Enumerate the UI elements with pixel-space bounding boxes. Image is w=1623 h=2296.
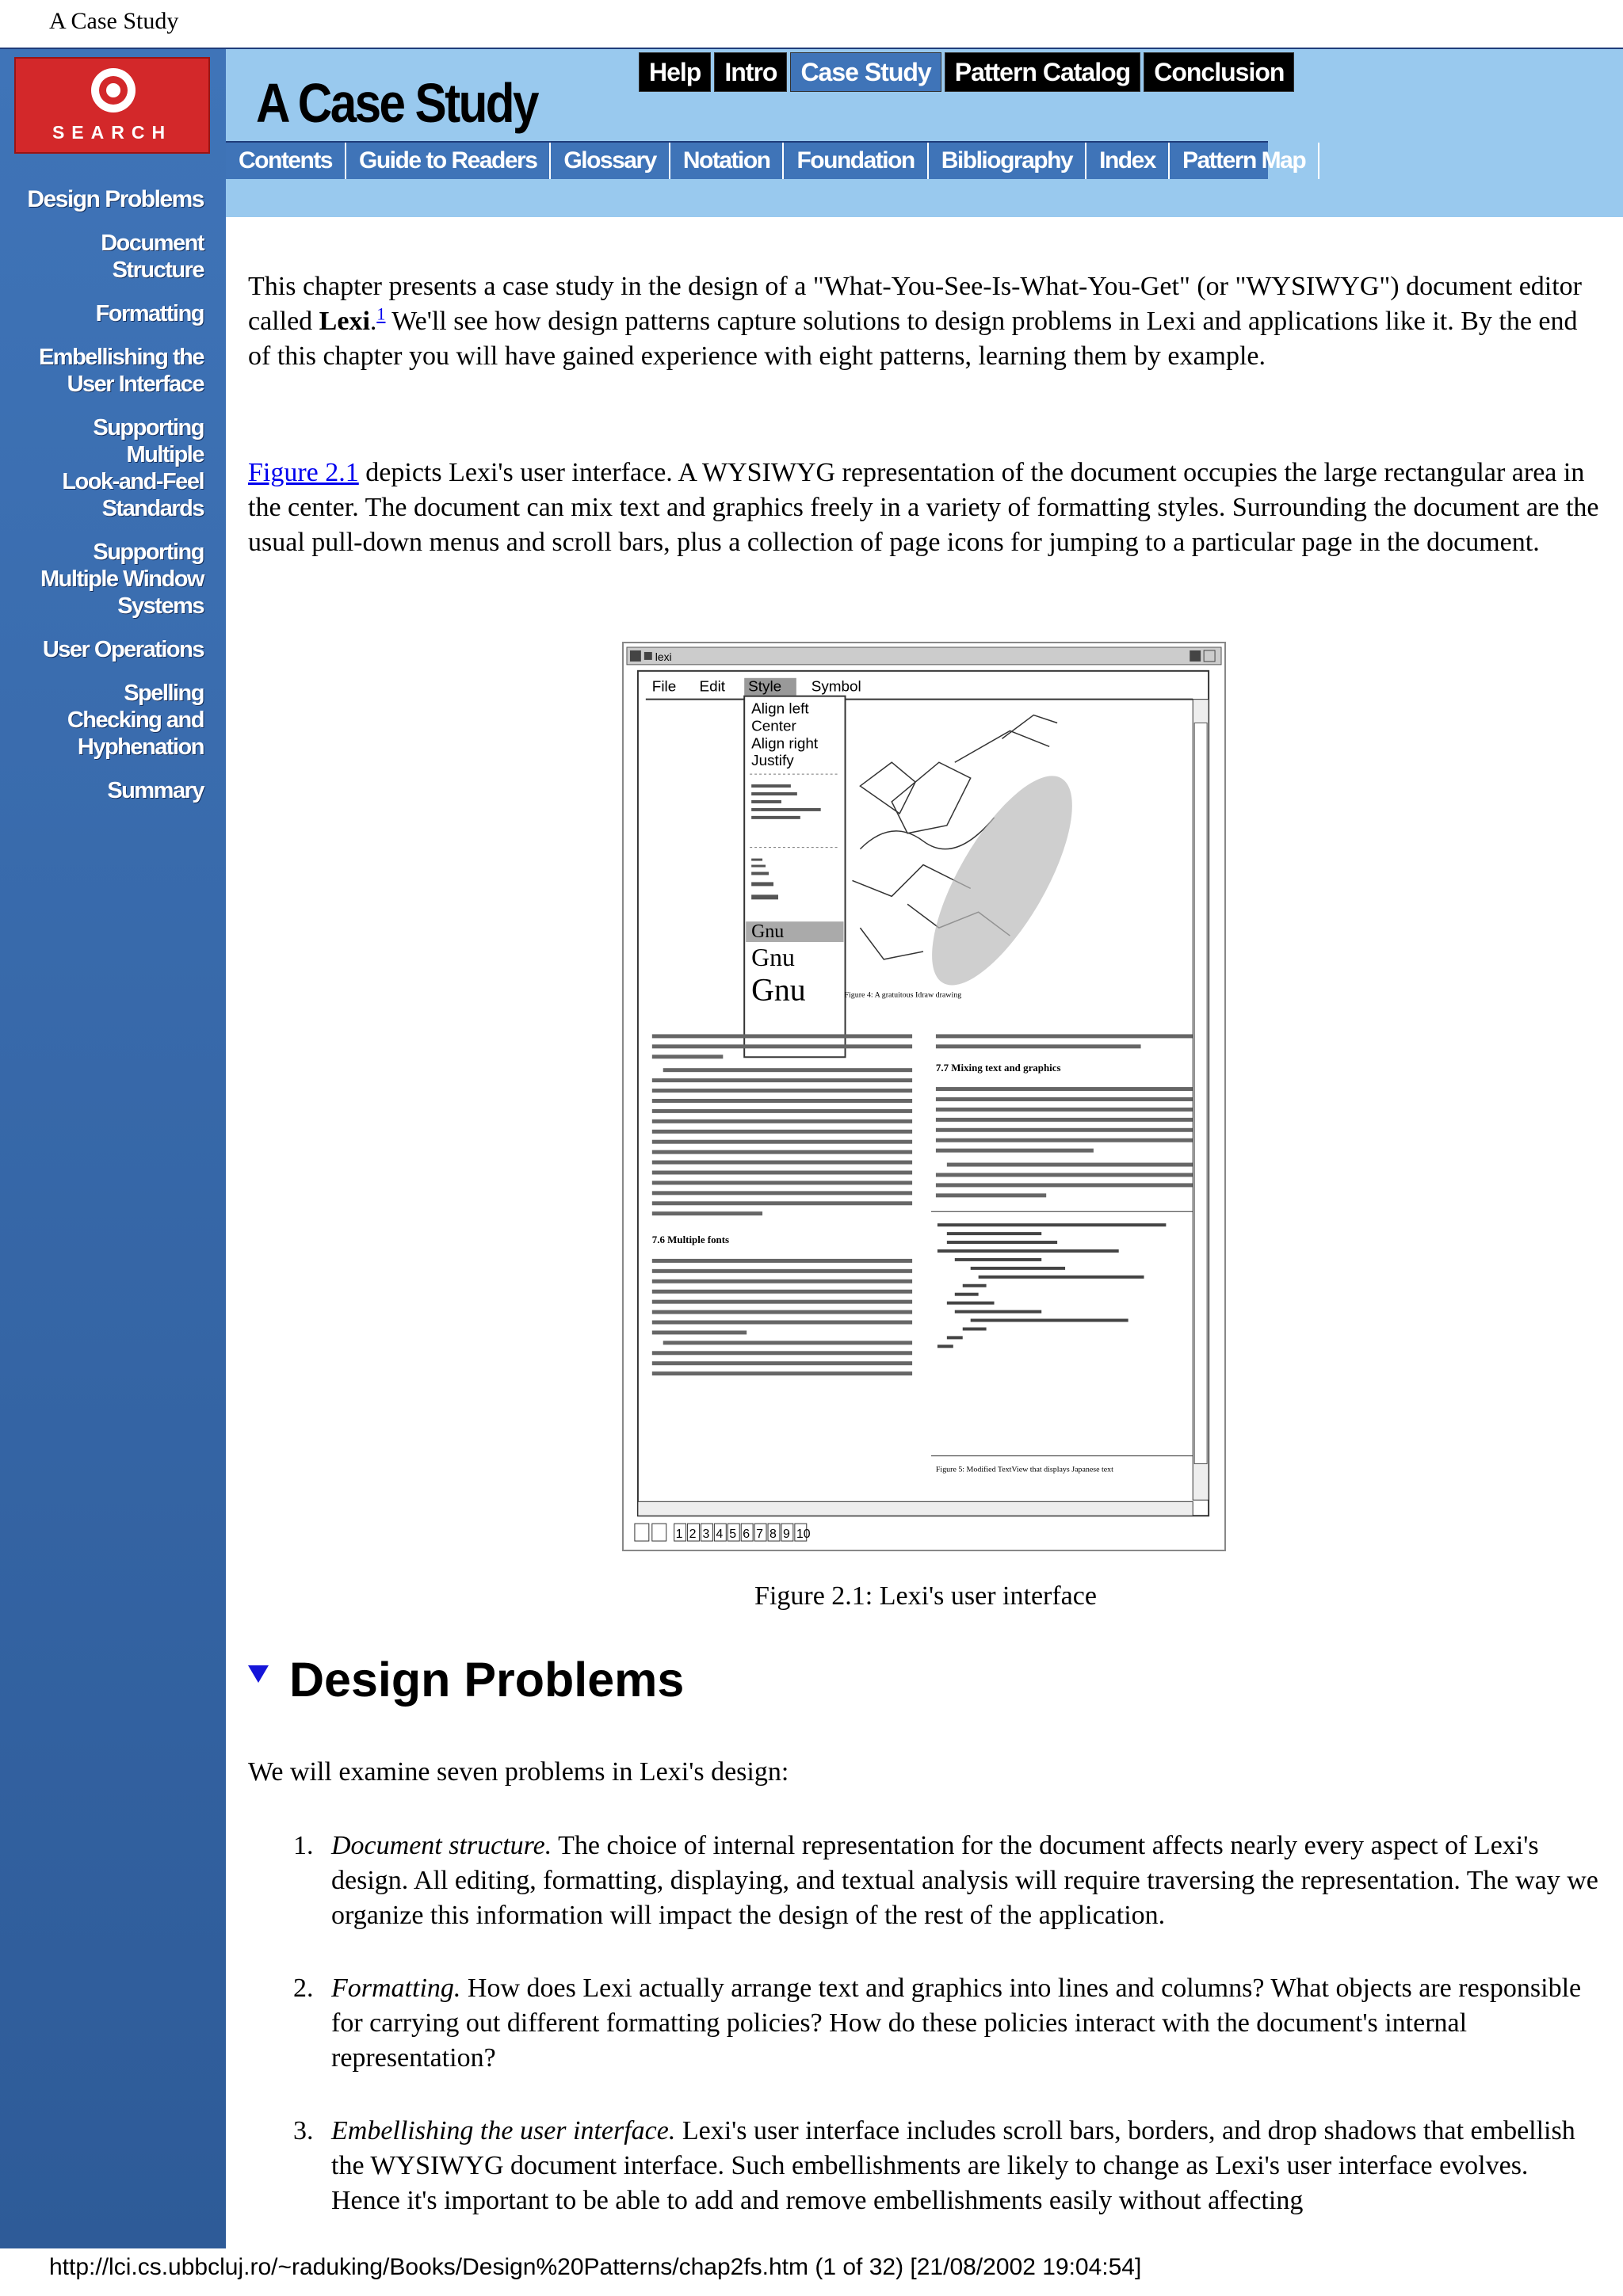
add-page-icon[interactable] — [652, 1524, 666, 1541]
font-size-item-large[interactable]: Gnu — [751, 972, 806, 1008]
problem-list — [248, 1829, 1603, 2256]
page-number-label: 9 — [782, 1527, 790, 1542]
top-tab[interactable]: Intro — [714, 52, 787, 92]
justify-item[interactable]: Justify — [751, 753, 794, 770]
page-number-label: 2 — [689, 1527, 697, 1542]
sidebar-item-label: Supporting — [93, 415, 204, 441]
menu-symbol[interactable]: Symbol — [811, 678, 861, 696]
print-header: A Case Study — [49, 8, 179, 34]
section-7-6-heading: 7.6 Multiple fonts — [651, 1234, 730, 1246]
search-label: SEARCH — [52, 122, 173, 143]
sidebar-item-label: Embellishing the — [38, 345, 204, 370]
sidebar-item-label: Formatting — [95, 301, 204, 326]
page-number-label: 8 — [769, 1527, 777, 1542]
sidebar-item-label: Design Problems — [27, 186, 204, 212]
sidebar-item[interactable] — [0, 186, 204, 213]
sidebar-item[interactable] — [0, 230, 204, 284]
banner — [226, 49, 1623, 217]
page-number-label: 7 — [756, 1527, 763, 1542]
print-footer: http://lci.cs.ubbcluj.ro/~raduking/Books/Design%20Patterns/chap2fs.htm (1 of 32) [21/08/2002 19:04:54] — [49, 2254, 1142, 2280]
nav-tab[interactable]: Pattern Map — [1170, 143, 1319, 179]
scroll-thumb[interactable] — [1194, 723, 1207, 1463]
sidebar-item[interactable] — [0, 539, 204, 620]
section-7-7-heading: 7.7 Mixing text and graphics — [935, 1062, 1061, 1074]
center-item[interactable]: Center — [751, 718, 796, 735]
page-number-icon[interactable] — [741, 1524, 753, 1541]
list-item — [248, 1971, 1603, 2076]
nav-tab[interactable]: Index — [1086, 143, 1170, 179]
sidebar-item[interactable] — [0, 344, 204, 398]
menu-edit[interactable]: Edit — [699, 678, 726, 696]
page-number-icon[interactable] — [674, 1524, 686, 1541]
problem-description: Lexi's user interface includes scroll bars, borders, and drop shadows that embellish the WYSIWYG document interface. Such embellishments are likely to change as Lexi's user interface evolves. Hence it's important to be able to add and remove embellishments easily without affecting — [331, 2116, 1575, 2215]
collapse-triangle-icon[interactable] — [248, 1665, 269, 1683]
top-tab[interactable]: Case Study — [790, 52, 941, 92]
sidebar-item-label: Multiple Window — [40, 566, 204, 592]
page-number-label: 3 — [702, 1527, 710, 1542]
list-item-number: 1. — [293, 1831, 314, 1860]
page-number-icon[interactable] — [701, 1524, 712, 1541]
intro-text-2: depicts Lexi's user interface. A WYSIWYG representation of the document occupies the large rectangular area in the center. The document can mix text and graphics freely in a variety of formatting styles. Surrounding the document are the usual pull-down menus and scroll bars, plus a collection of page icons for jumping to a particular page in the document. — [248, 458, 1599, 557]
target-icon — [90, 67, 137, 114]
problem-description: The choice of internal representation for the document affects nearly every aspect of Lexi's design. All editing, formatting, displaying, and textual analysis will require traversing the representation. The way we organize this information will impact the design of the rest of the application. — [331, 1831, 1598, 1930]
nav-tab[interactable]: Foundation — [784, 143, 928, 179]
prev-page-icon[interactable] — [635, 1524, 649, 1541]
list-item-number: 2. — [293, 1974, 314, 2003]
sidebar-item-label: Supporting — [93, 540, 204, 565]
align-left-item[interactable]: Align left — [751, 700, 809, 718]
page-number-label: 5 — [729, 1527, 737, 1542]
sidebar-item[interactable] — [0, 680, 204, 761]
menu-style[interactable]: Style — [748, 678, 782, 696]
sidebar-item[interactable] — [0, 777, 204, 804]
nav-tab[interactable]: Guide to Readers — [346, 143, 551, 179]
problems-intro: We will examine seven problems in Lexi's design: — [248, 1757, 789, 1787]
sidebar-item-label: Systems — [117, 593, 204, 619]
top-tab[interactable]: Help — [639, 52, 711, 92]
page-number-label: 6 — [743, 1527, 750, 1542]
intro-text: This chapter presents a case study in the design of a "What-You-See-Is-What-You-Get" (or "WYSIWYG") document editor called — [248, 272, 1582, 336]
nav-tab[interactable]: Notation — [670, 143, 785, 179]
problem-term: Formatting. — [331, 1974, 461, 2003]
intro-paragraph-1: This chapter presents a case study in the design of a "What-You-See-Is-What-You-Get" (or "WYSIWYG") document editor called Lexi.$^1$ We'll see how design patterns capture solutions to design problems in Lexi and applications like it. By the end of this chapter you will have gained experience with eight patterns, learning them by example. — [248, 272, 1582, 371]
sidebar-item-label: Look-and-Feel — [62, 469, 204, 494]
window-menu-icon[interactable] — [630, 650, 641, 662]
page-number-label: 4 — [716, 1527, 724, 1542]
page-title: A Case Study — [256, 72, 537, 134]
sidebar-item-label: Structure — [112, 257, 204, 283]
top-tabs — [639, 52, 1297, 92]
sidebar-item-label: User Operations — [42, 637, 204, 662]
nav-tab[interactable]: Glossary — [551, 143, 670, 179]
horizontal-scrollbar[interactable] — [638, 1501, 1193, 1516]
nav-tab[interactable]: Contents — [226, 143, 346, 179]
page-number-label: 10 — [796, 1527, 811, 1542]
sidebar-item-label: Document — [101, 231, 204, 256]
section-heading — [248, 1652, 684, 1707]
search-logo-button[interactable] — [14, 57, 210, 154]
page-number-label: 1 — [675, 1527, 683, 1542]
align-right-item[interactable]: Align right — [751, 735, 819, 753]
sidebar-item-label: Hyphenation — [77, 734, 204, 760]
page-number-icon[interactable] — [714, 1524, 726, 1541]
sidebar-item[interactable] — [0, 300, 204, 327]
intro-text-cont: We'll see how design patterns capture solutions to design problems in Lexi and applications like it. By the end of this chapter you will have gained experience with eight patterns, learning them by example. — [248, 307, 1578, 371]
nav-tab[interactable]: Bibliography — [929, 143, 1086, 179]
window-title: lexi — [655, 650, 672, 663]
top-tab[interactable]: Conclusion — [1144, 52, 1294, 92]
page-number-icon[interactable] — [768, 1524, 780, 1541]
figure-caption: Figure 2.1: Lexi's user interface — [754, 1581, 1097, 1611]
lexi-ui-figure — [622, 642, 1226, 1551]
problem-term: Document structure. — [331, 1831, 552, 1860]
top-tab[interactable]: Pattern Catalog — [945, 52, 1140, 92]
sidebar — [0, 49, 226, 2248]
problem-term: Embellishing the user interface. — [331, 2116, 676, 2145]
intro-paragraph-2 — [248, 456, 1603, 560]
font-size-item-selected[interactable]: Gnu — [751, 921, 785, 943]
figure-2-1-link[interactable]: Figure 2.1 — [248, 458, 359, 487]
sidebar-item-label: Standards — [101, 496, 204, 521]
inner-caption-1: Figure 4: A gratuitous Idraw drawing — [844, 990, 962, 1000]
list-item-number: 3. — [293, 2116, 314, 2145]
sidebar-item[interactable] — [0, 414, 204, 522]
sidebar-item-label: Multiple — [126, 442, 204, 467]
list-item — [248, 1829, 1603, 1933]
sidebar-item-label: Spelling — [124, 681, 204, 706]
page-number-icon[interactable] — [781, 1524, 793, 1541]
footnote-link[interactable]: 1 — [376, 303, 386, 324]
lexi-bold: Lexi — [319, 307, 370, 336]
sidebar-item-label: Checking and — [67, 707, 204, 733]
sidebar-item-label: Summary — [107, 778, 204, 803]
minimize-icon[interactable] — [1190, 650, 1201, 662]
page-number-group — [674, 1524, 811, 1541]
side-nav — [0, 186, 204, 821]
inner-caption-2: Figure 5: Modified TextView that displays Japanese text — [935, 1465, 1113, 1474]
bottom-tabs — [226, 141, 1306, 179]
page-number-icon[interactable] — [727, 1524, 739, 1541]
sidebar-item[interactable] — [0, 636, 204, 663]
problem-description: How does Lexi actually arrange text and graphics into lines and columns? What objects are responsible for carrying out different formatting policies? How do these policies interact with the document's internal representation? — [331, 1974, 1582, 2073]
page-number-icon[interactable] — [754, 1524, 766, 1541]
page-number-icon[interactable] — [688, 1524, 700, 1541]
section-heading-text: Design Problems — [289, 1653, 685, 1707]
list-item — [248, 2114, 1603, 2218]
menu-file[interactable]: File — [651, 678, 677, 696]
sidebar-item-label: User Interface — [67, 372, 204, 397]
font-size-item[interactable]: Gnu — [751, 943, 795, 971]
title-box — [232, 52, 636, 141]
